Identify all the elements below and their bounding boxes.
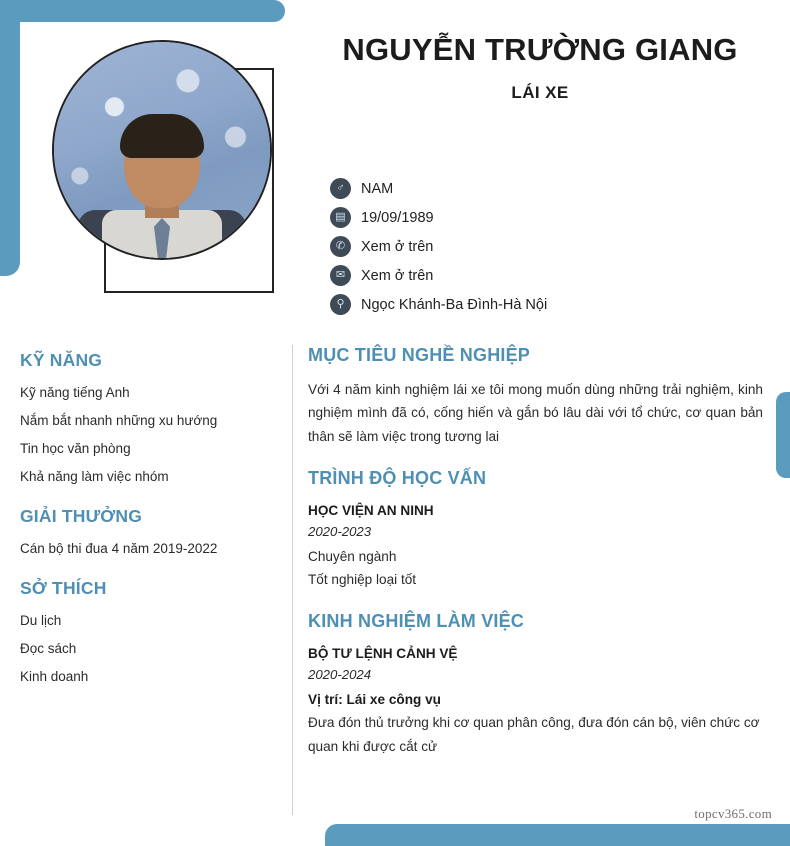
interests-title: SỞ THÍCH: [20, 578, 107, 598]
section-objective: [308, 345, 763, 448]
contact-address-value: Ngọc Khánh-Ba Đình-Hà Nội: [361, 296, 548, 313]
left-column: [20, 350, 278, 706]
list-item: Kinh doanh: [20, 669, 89, 684]
experience-description: Đưa đón thủ trưởng khi cơ quan phân công, đưa đón cán bộ, viên chức cơ quan khi được cắt cử: [308, 715, 760, 754]
list-item: Khả năng làm việc nhóm: [20, 469, 169, 484]
contact-row-gender: [330, 174, 547, 203]
contact-email-value: Xem ở trên: [361, 267, 434, 284]
education-line: Chuyên ngành: [308, 549, 397, 565]
section-education: [308, 468, 763, 591]
section-experience: [308, 611, 763, 757]
experience-title: KINH NGHIỆM LÀM VIỆC: [308, 611, 525, 632]
contact-row-birthdate: [330, 203, 547, 232]
skills-title: KỸ NĂNG: [20, 350, 103, 370]
decor-right-tab: [776, 392, 790, 478]
education-line: Tốt nghiệp loại tốt: [308, 572, 417, 588]
section-awards: [20, 506, 278, 556]
decor-top-bar: [0, 0, 285, 22]
experience-org: BỘ TƯ LỆNH CẢNH VỆ: [308, 646, 458, 662]
objective-title: MỤC TIÊU NGHỀ NGHIỆP: [308, 345, 531, 365]
list-item: Du lịch: [20, 613, 62, 628]
education-title: TRÌNH ĐỘ HỌC VẤN: [308, 468, 487, 489]
gender-icon: ♂: [330, 178, 351, 199]
photo-hair: [120, 114, 204, 158]
section-skills: [20, 350, 278, 484]
list-item: Nắm bắt nhanh những xu hướng: [20, 413, 218, 428]
contact-phone-value: Xem ở trên: [361, 238, 434, 255]
education-org: HỌC VIỆN AN NINH: [308, 503, 434, 519]
list-item: Cán bộ thi đua 4 năm 2019-2022: [20, 541, 218, 556]
right-column: [308, 345, 763, 758]
calendar-icon: ▤: [330, 207, 351, 228]
experience-entry: [308, 646, 763, 757]
watermark: topcv365.com: [694, 806, 772, 821]
resume-header: [0, 22, 790, 322]
list-item: Tin học văn phòng: [20, 441, 131, 456]
contact-row-address: [330, 290, 547, 319]
contact-row-email: [330, 261, 547, 290]
contact-list: [330, 174, 547, 319]
experience-position: Vị trí: Lái xe công vụ: [308, 692, 441, 708]
phone-icon: ✆: [330, 236, 351, 257]
awards-title: GIẢI THƯỞNG: [20, 506, 143, 526]
photo-background: [54, 42, 270, 258]
name-block: [310, 30, 770, 103]
list-item: Đọc sách: [20, 641, 77, 656]
photo-person: [77, 114, 247, 260]
list-item: Kỹ năng tiếng Anh: [20, 385, 130, 400]
contact-birthdate-value: 19/09/1989: [361, 209, 434, 226]
column-divider: [292, 345, 293, 815]
section-interests: [20, 578, 278, 684]
spacer: [308, 448, 763, 468]
education-date: 2020-2023: [308, 524, 372, 540]
location-pin-icon: ⚲: [330, 294, 351, 315]
decor-bottom-bar: [325, 824, 790, 846]
contact-row-phone: [330, 232, 547, 261]
job-title: LÁI XE: [511, 82, 569, 102]
experience-date: 2020-2024: [308, 667, 372, 683]
avatar: [52, 40, 274, 292]
education-entry: [308, 503, 763, 591]
contact-gender-value: NAM: [361, 180, 394, 197]
spacer: [308, 591, 763, 611]
page-title: NGUYỄN TRƯỜNG GIANG: [342, 32, 738, 67]
photo-circle: [52, 40, 272, 260]
email-icon: ✉: [330, 265, 351, 286]
objective-text: Với 4 năm kinh nghiệm lái xe tôi mong muốn dùng những trải nghiệm, kinh nghiệm mình đã có, cống hiến và gắn bó lâu dài với tổ chức, cơ quan bản thân sẽ làm việc trong tương lai: [308, 382, 763, 444]
